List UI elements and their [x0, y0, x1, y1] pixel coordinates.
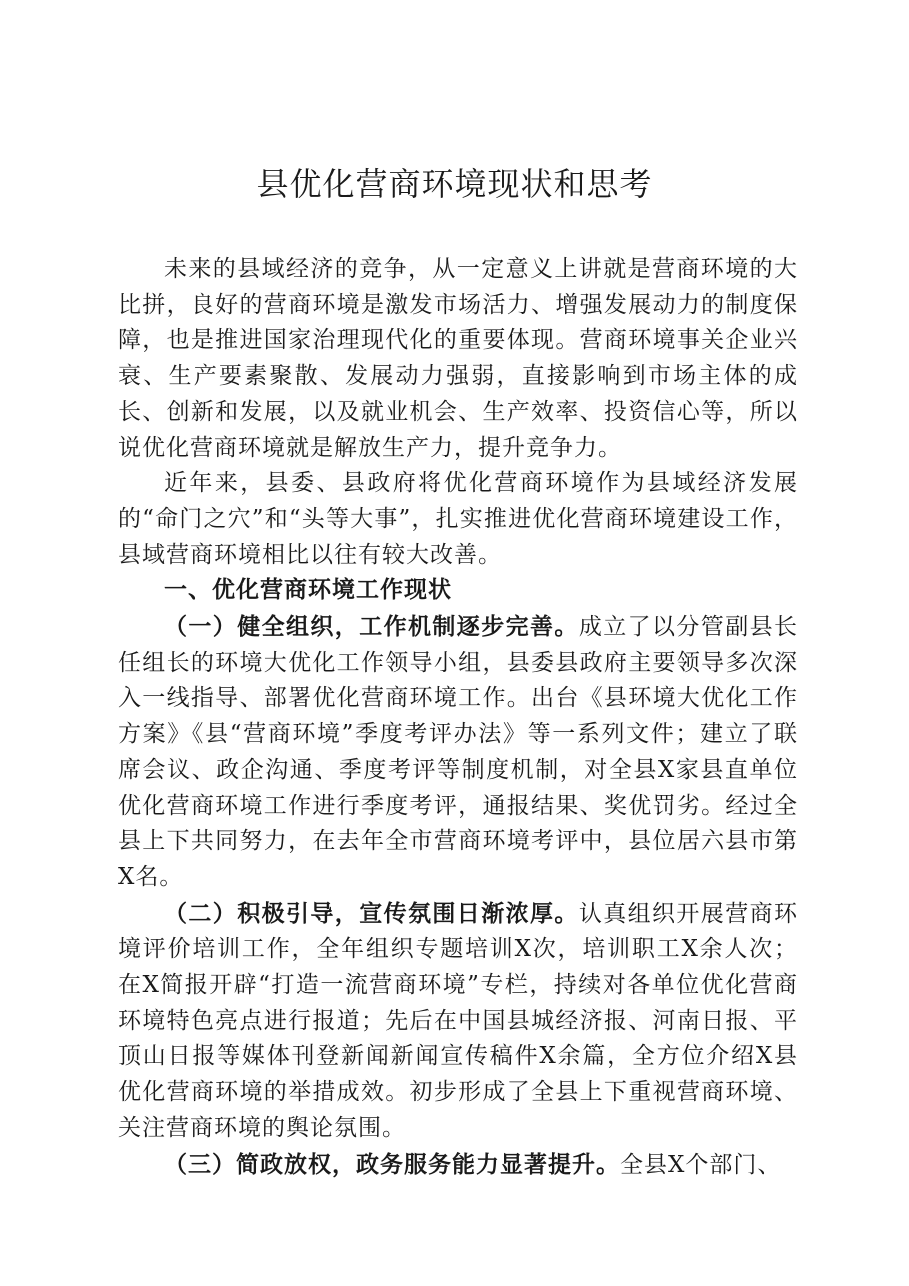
intro-paragraph: 未来的县域经济的竞争，从一定意义上讲就是营商环境的大比拼，良好的营商环境是激发市场活力、增强发展动力的制度保障，也是推进国家治理现代化的重要体现。营商环境事关企业兴衰、生产要素聚散、发展动力强弱，直接影响到市场主体的成长、创新和发展，以及就业机会、生产效率、投资信心等，所以说优化营商环境就是解放生产力，提升竞争力。: [118, 256, 798, 461]
item-text-2: 认真组织开展营商环境评价培训工作，全年组织专题培训X次，培训职工X余人次；在X简报开辟“打造一流营商环境”专栏，持续对各单位优化营商环境特色亮点进行报道；先后在中国县城经济报、河南日报、平顶山日报等媒体刊登新闻新闻宣传稿件X余篇，全方位介绍X县优化营商环境的举措成效。初步形成了全县上下重视营商环境、关注营商环境的舆论氛围。: [118, 900, 799, 1141]
item-lead-2: （二）积极引导，宣传氛围日渐浓厚。: [164, 899, 579, 927]
item-paragraph-1: [118, 609, 798, 896]
document-body: [118, 252, 798, 1183]
item-text-3: 全县X个部门、: [620, 1151, 782, 1178]
item-paragraph-2: [118, 896, 798, 1147]
background-paragraph: 近年来，县委、县政府将优化营商环境作为县域经济发展的“命门之穴”和“头等大事”，扎实推进优化营商环境建设工作，县域营商环境相比以往有较大改善。: [118, 470, 798, 568]
item-lead-3: （三）简政放权，政务服务能力显著提升。: [164, 1150, 620, 1178]
document-title: 县优化营商环境现状和思考: [256, 165, 653, 203]
item-text-1: 成立了以分管副县长任组长的环境大优化工作领导小组，县委县政府主要领导多次深入一线指导、部署优化营商环境工作。出台《县环境大优化工作方案》《县“营商环境”季度考评办法》等一系列文件；建立了联席会议、政企沟通、季度考评等制度机制，对全县X家县直单位优化营商环境工作进行季度考评，通报结果、奖优罚劣。经过全县上下共同努力，在去年全市营商环境考评中，县位居六县市第X名。: [118, 614, 799, 890]
item-paragraph-3: [118, 1147, 798, 1184]
item-lead-1: （一）健全组织，工作机制逐步完善。: [164, 613, 579, 641]
section-heading: 一、优化营商环境工作现状: [164, 577, 452, 604]
